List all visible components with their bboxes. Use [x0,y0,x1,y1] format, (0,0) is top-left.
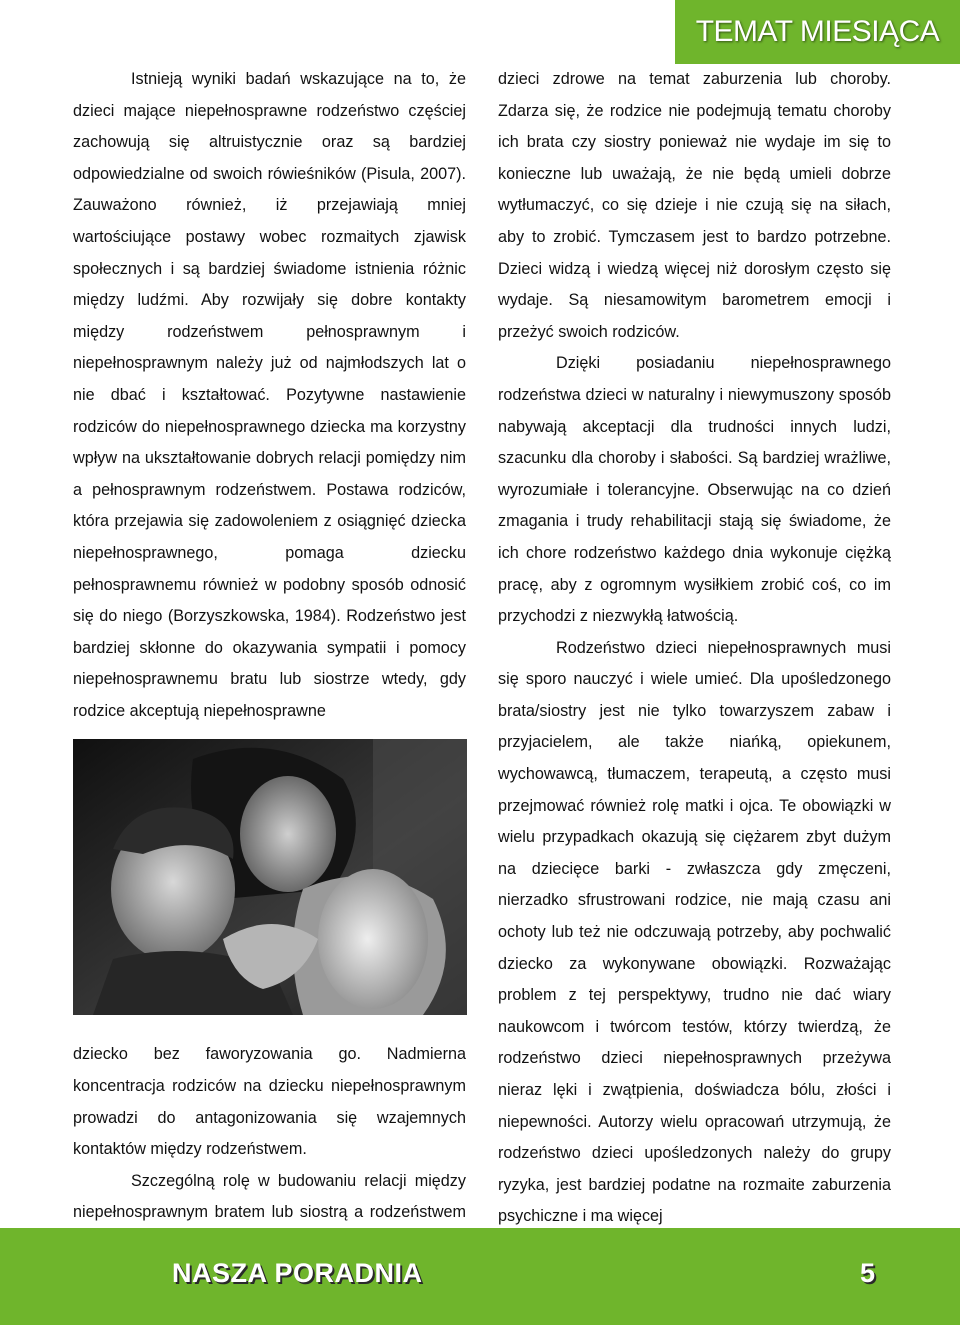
right-column [498,64,891,1233]
paragraph: dzieci zdrowe na temat zaburzenia lub choroby. Zdarza się, że rodzice nie podejmują tematu choroby ich brata czy siostry ponieważ nie wydaje im się to konieczne lub uważają, że nie będą umieli dobrze wytłumaczyć, co się dzieje i nie czują się na siłach, aby to zrobić. Tymczasem jest to bardzo potrzebne. Dzieci widzą i wiedzą więcej niż dorosłym często się wydaje. Są niesamowitym barometrem emocji i przeżyć swoich rodziców. [498,70,891,341]
paragraph: Rodzeństwo dzieci niepełnosprawnych musi się sporo nauczyć i wiele umieć. Dla upośledzonego brata/siostry jest nie tylko towarzyszem zabaw i przyjacielem, ale także niańką, opiekunem, wychowawcą, tłumaczem, terapeutą, a często musi przejmować również rolę matki i ojca. Te obowiązki w wielu przypadkach okazują się ciężarem zbyt dużym na dziecięce barki - zwłaszcza gdy zmęczeni, nierzadko sfrustrowani rodzice, nie mają czasu ani ochoty lub też nie odczuwają potrzeby, aby pochwalić dziecko za wykonywane obowiązki. Rozważając problem z tej perspektywy, trudno nie dać wiary naukowcom i twórcom testów, którzy twierdzą, że rodzeństwo dzieci niepełnosprawnych przeżywa nieraz lęki i zwątpienia, doświadcza bólu, złości i niepewności. Autorzy wielu opracowań utrzymują, że rodzeństwo dzieci upośledzonych należy do grupy ryzyka, jest bardziej podatne na rozmaite zaburzenia psychiczne i ma więcej [498,638,891,1226]
page-footer [0,1228,960,1325]
paragraph: Szczególną rolę w budowaniu relacji między niepełnosprawnym bratem lub siostrą a rodzeństwem [73,1171,466,1222]
paragraph: Istnieją wyniki badań wskazujące na to, że dzieci mające niepełnosprawne rodzeństwo częściej zachowują się altruistycznie oraz są bardziej odpowiedzialne od swoich rówieśników (Pisula, 2007). Zauważono również, iż przejawiają mniej wartościujące postawy wobec rozmaitych zjawisk społecznych i są bardziej świadome istnienia różnic między ludźmi. Aby rozwijały się dobre kontakty między rodzeństwem pełnosprawnym i niepełnosprawnym należy już od najmłodszych lat o nie dbać i kształtować. Pozytywne nastawienie rodziców do niepełnosprawnego dziecka ma korzystny wpływ na ukształtowanie dobrych relacji pomiędzy nim a pełnosprawnym rodzeństwem. Postawa rodziców, która przejawia się zadowoleniem z osiągnięć dziecka niepełnosprawnego, pomaga dziecku pełnosprawnemu również w podobny sposób odnosić się do niego (Borzyszkowska, 1984). Rodzeństwo jest bardziej skłonne do okazywania sympatii i pomocy niepełnosprawnemu bratu lub siostrze wtedy, gdy rodzice akceptują niepełnosprawne [73,70,466,720]
paragraph: dziecko bez faworyzowania go. Nadmierna koncentracja rodziców na dziecku niepełnosprawnym prowadzi do antagonizowania się wzajemnych kontaktów między rodzeństwem. [73,1045,466,1159]
section-title: TEMAT MIESIĄCA [695,15,940,48]
paragraph: Dzięki posiadaniu niepełnosprawnego rodzeństwa dzieci w naturalny i niewymuszony sposób nabywają akceptacji dla trudności innych ludzi, szacunku dla choroby i słabości. Są bardziej wrażliwe, wyrozumiałe i tolerancyjne. Obserwując na co dzień zmagania i trudy rehabilitacji stają się świadome, że ich chore rodzeństwo każdego dnia wykonuje ciężką pracę, aby z ogromnym wysiłkiem zrobić coś, co im przychodzi z niezwykłą łatwością. [498,354,891,626]
family-photo [73,739,467,1015]
section-header [675,0,960,64]
left-column [73,64,466,1261]
page-number: 5 [859,1258,875,1288]
magazine-logo: NASZA PORADNIA [172,1258,423,1288]
